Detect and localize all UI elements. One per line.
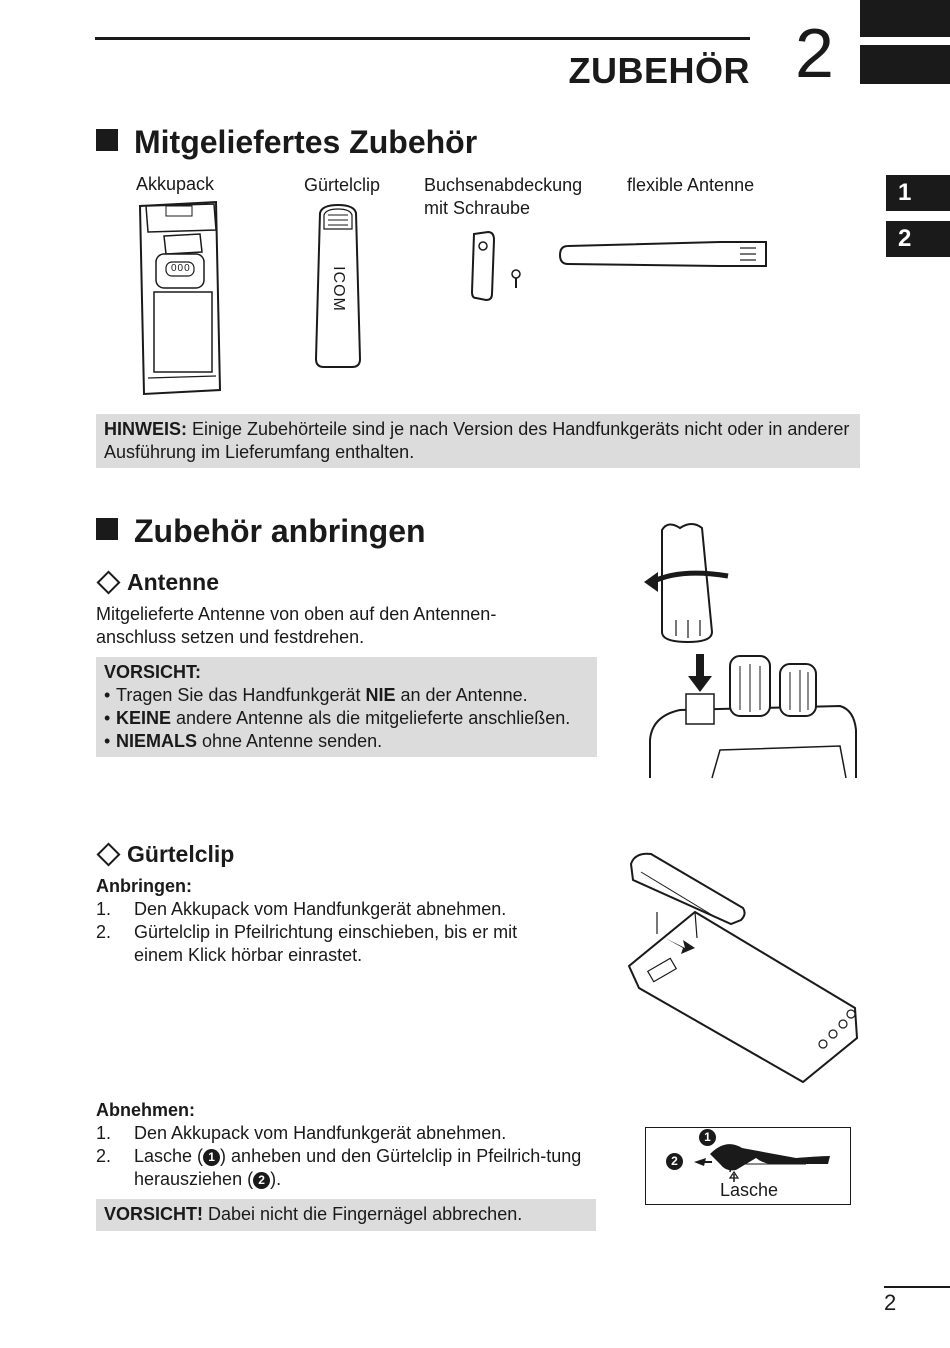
- caution-title: VORSICHT:: [104, 662, 202, 682]
- caution-emphasis: NIE: [365, 685, 396, 705]
- caution-emphasis: KEINE: [116, 708, 172, 728]
- caution-item: [104, 707, 589, 730]
- note-box: [96, 414, 860, 468]
- remove-step: [96, 1145, 586, 1191]
- caution-text: an der Antenne.: [395, 685, 528, 705]
- battery-label: 000: [171, 263, 191, 274]
- caution-list: [104, 684, 589, 753]
- label-buchsen-1: Buchsenabdeckung: [424, 175, 583, 195]
- square-bullet-icon: [96, 129, 118, 151]
- step-text: ) anheben und den Gürtelclip in Pfeilrich-tung herausziehen (: [134, 1146, 582, 1189]
- square-bullet-icon: [96, 518, 118, 540]
- caution-label: VORSICHT!: [104, 1204, 203, 1224]
- header-rule: [95, 37, 750, 40]
- belt-clip-attach-illustration: [625, 848, 860, 1084]
- step-number: 1.: [96, 1123, 112, 1143]
- note-label: HINWEIS:: [104, 419, 187, 439]
- subsection-heading-guertelclip: [96, 843, 234, 866]
- section-heading-supplied: [96, 126, 477, 158]
- antenne-text: Mitgelieferte Antenne von oben auf den Antennen-anschluss setzen und festdrehen.: [96, 604, 497, 647]
- remove-step: [96, 1122, 586, 1145]
- caution-item: [104, 730, 589, 753]
- step-text: Gürtelclip in Pfeilrichtung einschieben, bis er mit einem Klick hörbar einrastet.: [134, 922, 518, 965]
- remove-heading: Abnehmen:: [96, 1100, 195, 1120]
- chapter-number: 2: [795, 14, 834, 92]
- side-tab-2[interactable]: 2: [886, 221, 950, 257]
- antenna-attach-illustration: [640, 520, 860, 780]
- circled-number-1: 1: [203, 1149, 220, 1166]
- caution-text: ohne Antenne senden.: [197, 731, 383, 751]
- circled-number-1: 1: [699, 1129, 716, 1146]
- chapter-title: ZUBEHÖR: [568, 50, 750, 91]
- remove-steps: [96, 1122, 586, 1191]
- lasche-figure: [645, 1127, 851, 1205]
- caution-box-antenne: [96, 657, 597, 757]
- section-title: Zubehör anbringen: [134, 513, 426, 549]
- caution-box-clip: [96, 1199, 596, 1231]
- section-title: Mitgeliefertes Zubehör: [134, 124, 478, 160]
- step-number: 1.: [96, 899, 112, 919]
- lasche-label: Lasche: [720, 1180, 779, 1200]
- clip-logo: ICOM: [330, 266, 347, 312]
- label-guertelclip: Gürtelclip: [304, 175, 381, 195]
- section-heading-attach: [96, 515, 426, 547]
- footer-rule: [884, 1286, 950, 1288]
- step-number: 2.: [96, 922, 112, 942]
- jack-cover-illustration: [468, 230, 528, 302]
- circled-number-2: 2: [253, 1172, 270, 1189]
- page-number: 2: [884, 1290, 897, 1315]
- label-antenne: flexible Antenne: [627, 175, 755, 195]
- label-buchsen-2: mit Schraube: [424, 198, 531, 218]
- circled-number-2: 2: [666, 1153, 683, 1170]
- chapter-tab-top: [860, 0, 950, 37]
- diamond-icon: [96, 843, 120, 867]
- attach-heading: Anbringen:: [96, 876, 192, 896]
- step-text: ).: [270, 1169, 282, 1189]
- step-number: 2.: [96, 1146, 112, 1166]
- subsection-title: Antenne: [127, 569, 219, 595]
- caution-text: andere Antenne als die mitgelieferte anschließen.: [171, 708, 571, 728]
- label-akkupack: Akkupack: [136, 174, 215, 194]
- step-text: Den Akkupack vom Handfunkgerät abnehmen.: [134, 1123, 507, 1143]
- side-tab-1[interactable]: 1: [886, 175, 950, 211]
- subsection-title: Gürtelclip: [127, 841, 235, 867]
- caution-item: [104, 684, 589, 707]
- chapter-tab-bottom: [860, 45, 950, 84]
- flexible-antenna-illustration: [560, 238, 770, 272]
- caution-text: Tragen Sie das Handfunkgerät: [116, 685, 366, 705]
- note-text: Einige Zubehörteile sind je nach Version des Handfunkgeräts nicht oder in anderer Ausführung im Lieferumfang enthalten.: [104, 419, 850, 462]
- caution-text: Dabei nicht die Fingernägel abbrechen.: [203, 1204, 523, 1224]
- battery-pack-illustration: [136, 200, 224, 398]
- attach-step: [96, 898, 566, 921]
- step-text: Lasche (: [134, 1146, 204, 1166]
- diamond-icon: [96, 571, 120, 595]
- subsection-heading-antenne: [96, 571, 219, 594]
- step-text: Den Akkupack vom Handfunkgerät abnehmen.: [134, 899, 507, 919]
- attach-steps: [96, 898, 566, 967]
- attach-step: [96, 921, 566, 967]
- caution-emphasis: NIEMALS: [116, 731, 197, 751]
